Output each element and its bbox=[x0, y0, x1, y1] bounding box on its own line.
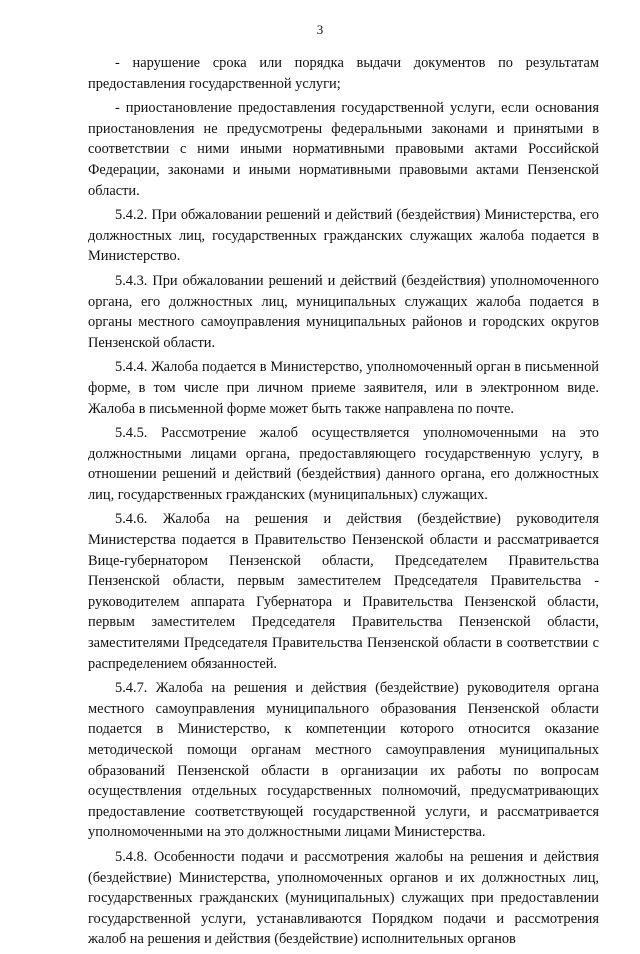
paragraph-5-4-8: 5.4.8. Особенности подачи и рассмотрения жалобы на решения и действия (бездействие) Министерства, уполномоченных органов и их должностных лиц, государственных гражданских (муниципальных) служащих при предоставлении государственной услуги, устанавливаются Порядком подачи и рассмотрения жалоб на решения и действия (бездействие) исполнительных органов bbox=[88, 848, 599, 948]
paragraph-violation-deadline: - нарушение срока или порядка выдачи документов по результатам предоставления государственной услуги; bbox=[88, 55, 599, 92]
paragraph-5-4-6: 5.4.6. Жалоба на решения и действия (бездействие) руководителя Министерства подается в Правительство Пензенской области и рассматривается Вице-губернатором Пензенской области, Председателем Правительства Пензенской области, первым заместителем Председателя Правительства - руководителем аппарата Губернатора и Правительства Пензенской области, первым заместителем Председателя Правительства Пензенской области, заместителями Председателя Правительства Пензенской области в соответствии с распределением обязанностей. bbox=[88, 511, 599, 672]
paragraph-5-4-7: 5.4.7. Жалоба на решения и действия (бездействие) руководителя органа местного самоуправления муниципального образования Пензенской области подается в Министерство, к компетенции которого относится оказание методической помощи органам местного самоуправления муниципальных образований Пензенской области в организации их работы по вопросам осуществления отдельных государственных полномочий, предусматривающих предоставление соответствующей государственной услуги, и рассматривается уполномоченными на это должностными лицами Министерства. bbox=[88, 680, 599, 841]
paragraph-5-4-3: 5.4.3. При обжаловании решений и действий (бездействия) уполномоченного органа, его должностных лиц, муниципальных служащих жалоба подается в органы местного самоуправления муниципальных районов и городских округов Пензенской области. bbox=[88, 272, 599, 351]
document-body bbox=[88, 53, 599, 954]
page-number: 3 bbox=[316, 22, 324, 37]
paragraph-suspension: - приостановление предоставления государственной услуги, если основания приостановления не предусмотрены федеральными законами и принятыми в соответствии с ними иными нормативными правовыми актами Российской Федерации, законами и иными нормативными правовыми актами Пензенской области. bbox=[88, 100, 599, 199]
paragraph-5-4-2: 5.4.2. При обжаловании решений и действий (бездействия) Министерства, его должностных лиц, государственных гражданских служащих жалоба подается в Министерство. bbox=[88, 207, 599, 265]
paragraph-5-4-4: 5.4.4. Жалоба подается в Министерство, уполномоченный орган в письменной форме, в том числе при личном приеме заявителя, или в электронном виде. Жалоба в письменной форме может быть также направлена по почте. bbox=[88, 359, 599, 417]
paragraph-5-4-5: 5.4.5. Рассмотрение жалоб осуществляется уполномоченными на это должностными лицами органа, предоставляющего государственную услугу, в отношении решений и действий (бездействия) данного органа, его должностных лиц, государственных гражданских (муниципальных) служащих. bbox=[88, 425, 599, 503]
